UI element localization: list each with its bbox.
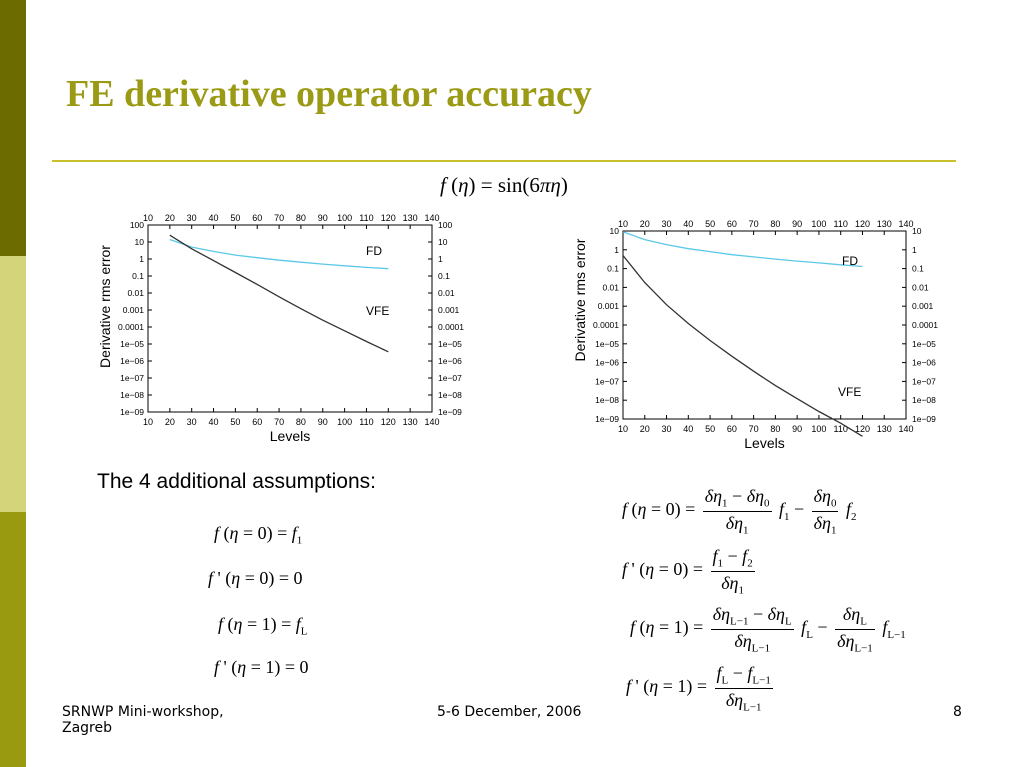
y-tick-label: 100 <box>129 220 144 230</box>
y-tick-label: 0.001 <box>597 301 619 312</box>
x-tick-label-top: 40 <box>683 219 694 229</box>
y-tick-label-right: 0.01 <box>438 288 455 298</box>
x-tick-label-top: 60 <box>726 219 737 229</box>
x-tick-label-top: 70 <box>748 219 759 229</box>
x-tick-label-top: 10 <box>142 213 154 223</box>
x-tick-label-top: 20 <box>164 213 175 223</box>
footer-event <box>62 704 224 736</box>
x-tick-label-top: 60 <box>252 213 263 223</box>
x-tick-label: 100 <box>337 417 353 427</box>
y-tick-label-right: 0.001 <box>438 305 460 315</box>
x-tick-label-top: 70 <box>274 213 285 223</box>
x-tick-label-top: 80 <box>295 213 306 223</box>
y-tick-label: 1e−08 <box>120 390 144 400</box>
equation-left-4: f ' (η = 1) = 0 <box>214 657 309 677</box>
equation-right-2: f ' (η = 0) = $\frac{f_1 - f_2}{\delta\eta_1}$ <box>622 546 753 597</box>
slide-title: FE derivative operator accuracy <box>66 73 592 115</box>
x-tick-label: 20 <box>639 424 650 434</box>
x-tick-label: 80 <box>295 417 306 427</box>
y-tick-label-right: 0.0001 <box>912 320 938 330</box>
y-tick-label-right: 1e−05 <box>438 339 462 349</box>
x-tick-label: 120 <box>380 417 396 427</box>
y-tick-label: 1e−09 <box>595 414 619 424</box>
chart-left <box>98 205 470 453</box>
y-axis-label: Derivative rms error <box>98 245 113 368</box>
x-tick-label-top: 10 <box>617 219 629 229</box>
x-tick-label-top: 120 <box>380 213 396 223</box>
x-tick-label: 90 <box>792 424 803 434</box>
x-tick-label: 110 <box>359 417 374 427</box>
x-tick-label-top: 50 <box>230 213 241 223</box>
x-tick-label-top: 140 <box>898 219 914 229</box>
x-tick-label-top: 130 <box>402 213 418 223</box>
x-tick-label-top: 100 <box>811 219 827 229</box>
x-tick-label: 60 <box>726 424 737 434</box>
assumptions-heading: The 4 additional assumptions: <box>97 470 376 493</box>
x-tick-label-top: 90 <box>317 213 328 223</box>
x-tick-label: 120 <box>854 424 870 434</box>
series-label-fd: FD <box>366 244 382 258</box>
series-label-vfe: VFE <box>838 385 862 399</box>
x-tick-label: 50 <box>705 424 716 434</box>
y-axis-label: Derivative rms error <box>573 238 588 362</box>
x-axis-label: Levels <box>269 428 311 444</box>
y-tick-label: 1e−05 <box>595 338 619 349</box>
equation-right-1: f (η = 0) = $\frac{\delta\eta_1 - \delta\eta_0}{\delta\eta_1}$ $f_1$ − $\frac{\delta\eta_0}{\delta\eta_1}$ $f_2$ <box>622 486 857 537</box>
y-tick-label: 0.01 <box>602 282 619 293</box>
x-tick-label-top: 140 <box>424 213 440 223</box>
y-tick-label: 0.1 <box>132 271 144 281</box>
page-number: 8 <box>953 704 962 720</box>
y-tick-label: 1e−06 <box>595 357 619 368</box>
x-tick-label-top: 80 <box>770 219 781 229</box>
title-underline <box>52 160 956 162</box>
plot-frame <box>623 231 906 419</box>
y-tick-label: 10 <box>609 226 619 236</box>
x-tick-label-top: 50 <box>705 219 716 229</box>
x-tick-label-top: 30 <box>661 219 672 229</box>
x-tick-label-top: 30 <box>186 213 197 223</box>
x-tick-label-top: 110 <box>833 219 848 229</box>
equation-left-2: f ' (η = 0) = 0 <box>208 568 303 588</box>
x-tick-label-top: 130 <box>876 219 892 229</box>
y-tick-label-right: 1 <box>912 244 917 255</box>
plot-frame <box>148 225 432 412</box>
x-tick-label: 30 <box>186 417 197 427</box>
x-tick-label: 110 <box>833 424 848 434</box>
y-tick-label: 0.1 <box>607 263 619 274</box>
x-tick-label: 20 <box>164 417 175 427</box>
series-label-vfe: VFE <box>366 304 390 318</box>
y-tick-label: 1e−07 <box>595 376 619 387</box>
y-tick-label-right: 1e−05 <box>912 338 936 349</box>
series-line-vfe <box>170 235 388 352</box>
x-tick-label-top: 120 <box>854 219 870 229</box>
x-tick-label: 10 <box>142 417 154 427</box>
footer-event-line2: Zagreb <box>62 720 113 736</box>
y-tick-label-right: 10 <box>912 226 922 236</box>
y-tick-label-right: 0.001 <box>912 301 934 312</box>
chart-right <box>573 208 951 458</box>
function-label: f (η) = sin(6πη) <box>440 173 568 197</box>
x-tick-label-top: 20 <box>639 219 650 229</box>
y-tick-label: 1 <box>139 254 144 264</box>
y-tick-label: 1e−06 <box>120 356 144 366</box>
x-tick-label: 130 <box>402 417 418 427</box>
series-line-vfe <box>623 256 863 437</box>
y-tick-label-right: 0.01 <box>912 282 929 293</box>
equation-right-4: f ' (η = 1) = $\frac{f_L - f_{L-1}}{\delta\eta_{L-1}}$ <box>626 663 771 714</box>
x-tick-label-top: 40 <box>208 213 219 223</box>
x-axis-label: Levels <box>744 435 785 451</box>
series-line-fd <box>623 232 863 267</box>
equation-right-3: f (η = 1) = $\frac{\delta\eta_{L-1} - \delta\eta_L}{\delta\eta_{L-1}}$ $f_L$ − $\frac{\delta\eta_L}{\delta\eta_{L-1}}$ $f_{L-1}$ <box>630 604 906 655</box>
y-tick-label-right: 1e−08 <box>912 395 936 406</box>
x-tick-label: 10 <box>617 424 629 434</box>
x-tick-label: 60 <box>252 417 263 427</box>
y-tick-label-right: 10 <box>438 237 448 247</box>
series-label-fd: FD <box>842 254 858 268</box>
sidebar-band-mid <box>0 512 26 767</box>
equation-left-3: f $(\eta = 1) = f_L$ <box>218 614 308 638</box>
y-tick-label-right: 1 <box>438 254 443 264</box>
y-tick-label: 1e−07 <box>120 373 144 383</box>
y-tick-label-right: 1e−09 <box>438 407 462 417</box>
chart-right-svg <box>573 208 951 458</box>
y-tick-label: 1 <box>614 244 619 255</box>
y-tick-label-right: 0.0001 <box>438 322 464 332</box>
x-tick-label: 40 <box>683 424 694 434</box>
sidebar-band-light <box>0 256 26 512</box>
y-tick-label: 0.0001 <box>118 322 144 332</box>
y-tick-label-right: 1e−09 <box>912 414 936 424</box>
x-tick-label: 50 <box>230 417 241 427</box>
sidebar-band-dark <box>0 0 26 256</box>
y-tick-label-right: 1e−08 <box>438 390 462 400</box>
footer-event-line1: SRNWP Mini-workshop, <box>62 704 224 720</box>
y-tick-label: 1e−09 <box>120 407 144 417</box>
y-tick-label-right: 0.1 <box>912 263 924 274</box>
y-tick-label: 0.0001 <box>593 320 619 330</box>
x-tick-label: 70 <box>274 417 285 427</box>
x-tick-label: 130 <box>876 424 892 434</box>
x-tick-label-top: 90 <box>792 219 803 229</box>
x-tick-label: 90 <box>317 417 328 427</box>
y-tick-label: 1e−05 <box>120 339 144 349</box>
equation-left-1: f $(\eta = 0) = f_1$ <box>214 523 303 547</box>
x-tick-label: 80 <box>770 424 781 434</box>
x-tick-label: 140 <box>898 424 914 434</box>
y-tick-label: 0.01 <box>127 288 144 298</box>
y-tick-label-right: 1e−06 <box>912 357 936 368</box>
x-tick-label: 100 <box>811 424 827 434</box>
footer-date: 5-6 December, 2006 <box>437 704 582 720</box>
y-tick-label: 0.001 <box>122 305 144 315</box>
y-tick-label: 10 <box>134 237 144 247</box>
x-tick-label: 140 <box>424 417 440 427</box>
x-tick-label: 40 <box>208 417 219 427</box>
y-tick-label-right: 1e−06 <box>438 356 462 366</box>
x-tick-label: 70 <box>748 424 759 434</box>
x-tick-label-top: 110 <box>359 213 374 223</box>
y-tick-label-right: 1e−07 <box>438 373 462 383</box>
sidebar-decoration <box>0 0 26 767</box>
chart-left-svg <box>98 205 470 453</box>
y-tick-label-right: 100 <box>438 220 453 230</box>
y-tick-label-right: 0.1 <box>438 271 450 281</box>
y-tick-label: 1e−08 <box>595 395 619 406</box>
x-tick-label: 30 <box>661 424 672 434</box>
y-tick-label-right: 1e−07 <box>912 376 936 387</box>
x-tick-label-top: 100 <box>337 213 353 223</box>
